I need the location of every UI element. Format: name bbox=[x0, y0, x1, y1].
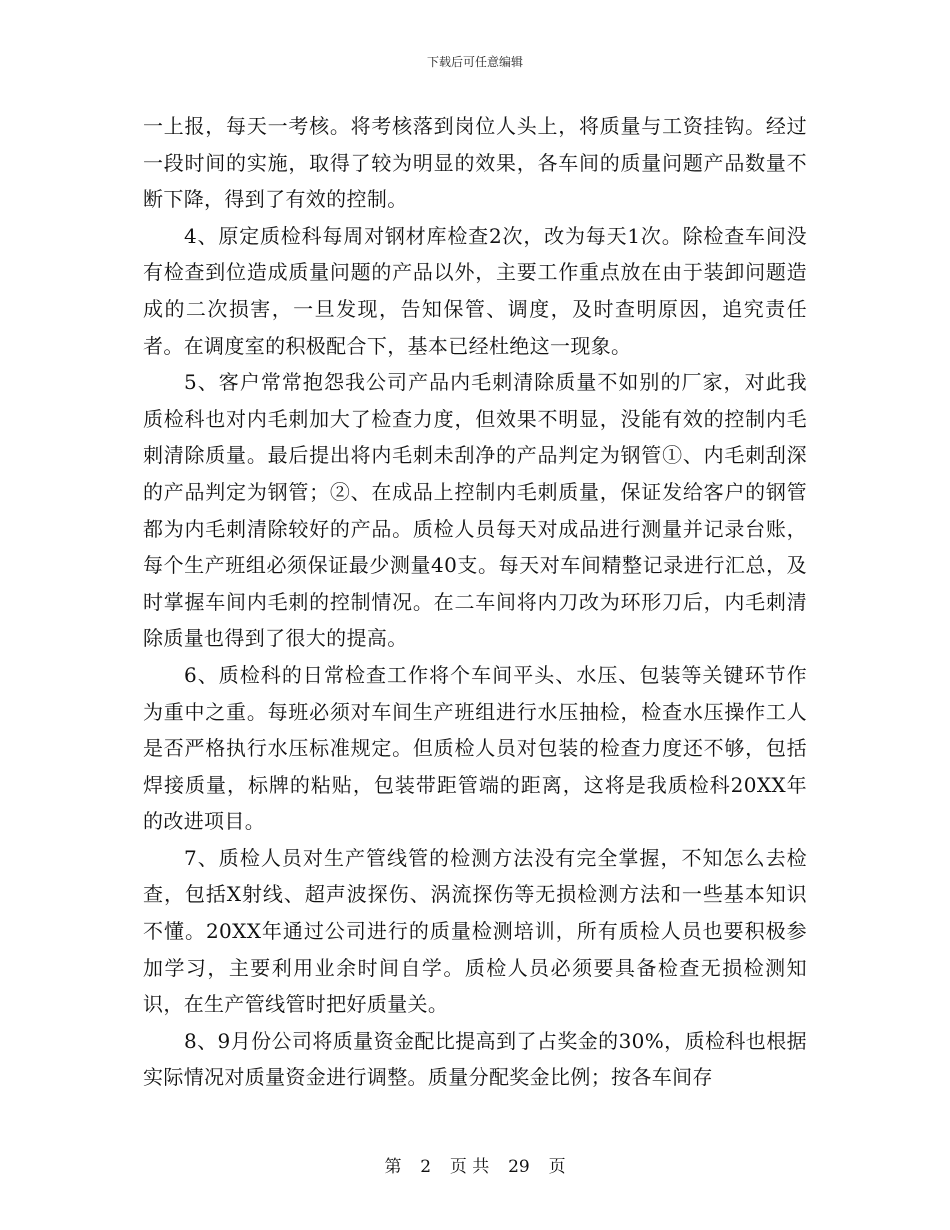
footer-middle: 页 共 bbox=[449, 1157, 490, 1177]
total-page-count: 29 bbox=[508, 1157, 530, 1177]
paragraph-item-6: 6、质检科的日常检查工作将个车间平头、水压、包装等关键环节作为重中之重。每班必须对车间生产班组进行水压抽检，检查水压操作工人是否严格执行水压标准规定。但质检人员对包装的检查力度还不够，包括焊接质量，标牌的粘贴，包装带距管端的距离，这将是我质检科20XX年的改进项目。 bbox=[143, 662, 807, 834]
page-footer bbox=[0, 1156, 950, 1178]
current-page-number: 2 bbox=[420, 1157, 432, 1177]
page-header: 下载后可任意编辑 bbox=[426, 55, 523, 69]
footer-prefix: 第 bbox=[384, 1157, 402, 1177]
paragraph-item-7: 7、质检人员对生产管线管的检测方法没有完全掌握，不知怎么去检查，包括X射线、超声波探伤、涡流探伤等无损检测方法和一些基本知识不懂。20XX年通过公司进行的质量检测培训，所有质检人员也要积极参加学习，主要利用业余时间自学。质检人员必须要具备检查无损检测知识，在生产管线管时把好质量关。 bbox=[143, 845, 807, 1017]
paragraph-item-8: 8、9月份公司将质量资金配比提高到了占奖金的30%，质检科也根据实际情况对质量资金进行调整。质量分配奖金比例；按各车间存 bbox=[143, 1028, 807, 1090]
paragraph-continuation: 一上报，每天一考核。将考核落到岗位人头上，将质量与工资挂钩。经过一段时间的实施，取得了较为明显的效果，各车间的质量问题产品数量不断下降，得到了有效的控制。 bbox=[143, 114, 807, 212]
paragraph-item-5: 5、客户常常抱怨我公司产品内毛刺清除质量不如别的厂家，对此我质检科也对内毛刺加大了检查力度，但效果不明显，没能有效的控制内毛刺清除质量。最后提出将内毛刺未刮净的产品判定为钢管①、内毛刺刮深的产品判定为钢管；②、在成品上控制内毛刺质量，保证发给客户的钢管都为内毛刺清除较好的产品。质检人员每天对成品进行测量并记录台账，每个生产班组必须保证最少测量40支。每天对车间精整记录进行汇总，及时掌握车间内毛刺的控制情况。在二车间将内刀改为环形刀后，内毛刺清除质量也得到了很大的提高。 bbox=[143, 370, 807, 651]
paragraph-item-4: 4、原定质检科每周对钢材库检查2次，改为每天1次。除检查车间没有检查到位造成质量问题的产品以外，主要工作重点放在由于装卸问题造成的二次损害，一旦发现，告知保管、调度，及时查明原因，追究责任者。在调度室的积极配合下，基本已经杜绝这一现象。 bbox=[143, 223, 807, 358]
document-body bbox=[143, 108, 807, 1096]
footer-suffix: 页 bbox=[548, 1157, 566, 1177]
